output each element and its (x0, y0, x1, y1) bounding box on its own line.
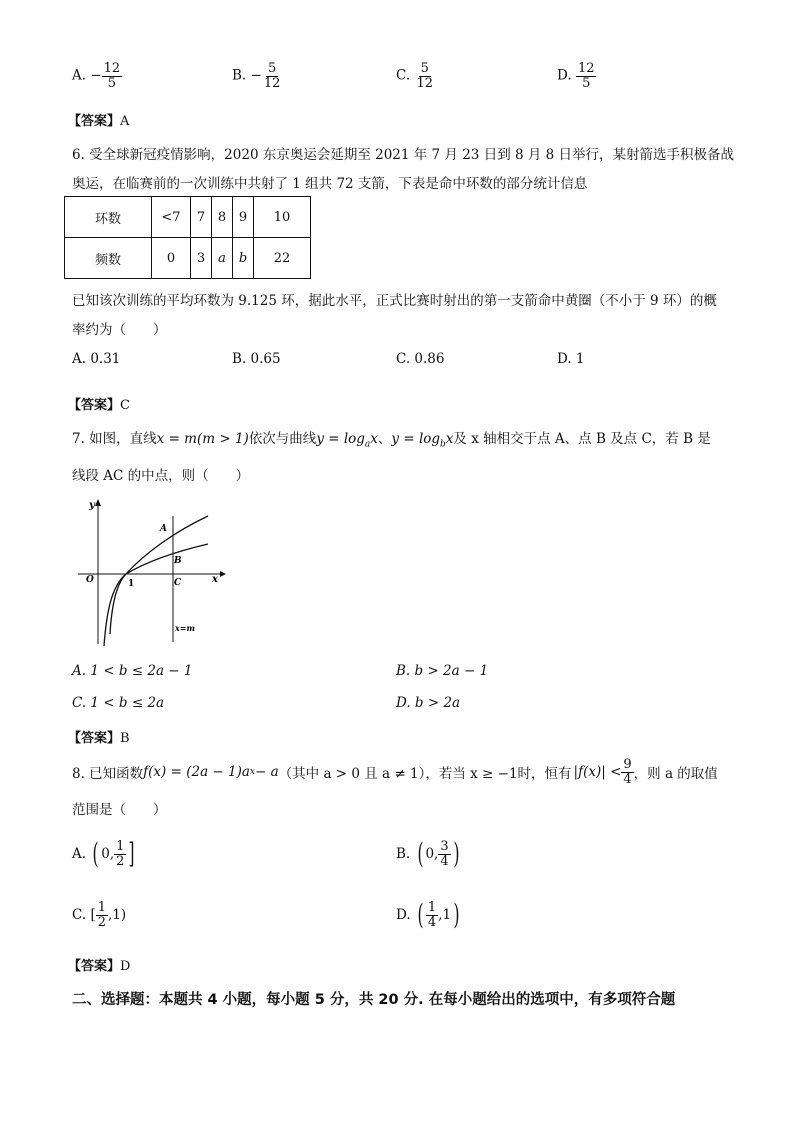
q7-answer: 【答案】B (68, 731, 130, 746)
q8-option-d: D. ( $\frac{1}{4}$ ,1 ) (396, 898, 460, 931)
graph-label-b: B (174, 556, 182, 566)
curve-log-b (110, 544, 208, 634)
q8-option-c: C. [ $\frac{1}{2}$ ,1) (72, 899, 127, 930)
graph-label-c: C (174, 578, 182, 588)
q6-answer: 【答案】C (68, 398, 130, 413)
graph-label-x: x (212, 574, 218, 585)
table-cell: 10 (254, 197, 311, 238)
q8-option-b: B. ( 0, $\frac{3}{4}$ ) (396, 837, 460, 870)
q6-frequency-table (64, 196, 311, 279)
q5-option-d: D. $\frac{12}{5}$ (557, 61, 595, 91)
table-cell: 3 (191, 238, 212, 279)
q8-answer: 【答案】D (68, 959, 131, 974)
table-cell: <7 (152, 197, 191, 238)
q5-option-c: C. $\frac{5}{12}$ (396, 61, 433, 91)
table-cell: 9 (233, 197, 254, 238)
graph-label-a: A (160, 524, 167, 534)
q6-stem-line4: 率约为（ ） (72, 322, 167, 338)
q8-stem-line1: 8. 已知函数 f(x) = (2a − 1)a x − a （其中 a > 0 且 a ≠ 1），若当 x ≥ −1时，恒有 |f(x)| < $\frac{9}{4}$ ，则 a 的取值 (72, 756, 718, 787)
q6-stem-line1: 6. 受全球新冠疫情影响，2020 东京奥运会延期至 2021 年 7 月 23 日到 8 月 8 日举行，某射箭选手积极备战 (72, 147, 735, 163)
table-row (65, 238, 311, 279)
table-cell: 频数 (65, 238, 152, 279)
table-row (65, 197, 311, 238)
q7-option-b: B. b > 2a − 1 (396, 663, 489, 679)
table-cell: 22 (254, 238, 311, 279)
q5-option-b: B. − $\frac{5}{12}$ (232, 61, 281, 91)
table-cell: 7 (191, 197, 212, 238)
graph-label-1: 1 (128, 579, 135, 589)
q7-stem-line2: 线段 AC 的中点，则（ ） (72, 468, 250, 484)
table-cell: a (212, 238, 233, 279)
q8-stem-line2: 范围是（ ） (72, 802, 167, 818)
q6-option-c: C. 0.86 (396, 351, 445, 367)
x-axis-arrow (220, 571, 226, 577)
table-cell: 8 (212, 197, 233, 238)
section-heading: 二、选择题：本题共 4 小题，每小题 5 分，共 20 分. 在每小题给出的选项中，有多项符合题 (72, 992, 676, 1008)
q6-option-b: B. 0.65 (232, 351, 281, 367)
q6-option-d: D. 1 (557, 351, 585, 367)
graph-label-line: x=m (175, 623, 195, 633)
q5-answer: 【答案】A (68, 114, 130, 129)
q7-option-a: A. 1 < b ≤ 2a − 1 (72, 663, 193, 679)
q5-option-a: A. − $\frac{12}{5}$ (72, 61, 121, 91)
q6-stem-line3: 已知该次训练的平均环数为 9.125 环，据此水平，正式比赛时射出的第一支箭命中黄圈（不小于 9 环）的概 (72, 293, 717, 309)
graph-label-o: O (86, 575, 94, 585)
q7-stem-line1: 7. 如图，直线x = m(m > 1)依次与曲线$y = \log_ax$、$y = \log_bx$及 x 轴相交于点 A、点 B 及点 C，若 B 是 (72, 431, 711, 450)
graph-label-y: y (89, 500, 95, 511)
table-cell: b (233, 238, 254, 279)
q8-option-a: A. ( 0, $\frac{1}{2}$ ] (72, 837, 135, 870)
q6-stem-line2: 奥运，在临赛前的一次训练中共射了 1 组共 72 支箭，下表是命中环数的部分统计信息 (72, 176, 588, 192)
q7-option-d: D. b > 2a (396, 695, 461, 711)
table-cell: 环数 (65, 197, 152, 238)
q7-graph (74, 494, 234, 654)
q6-option-a: A. 0.31 (72, 351, 121, 367)
table-cell: 0 (152, 238, 191, 279)
y-axis-arrow (95, 499, 101, 506)
q7-option-c: C. 1 < b ≤ 2a (72, 695, 165, 711)
